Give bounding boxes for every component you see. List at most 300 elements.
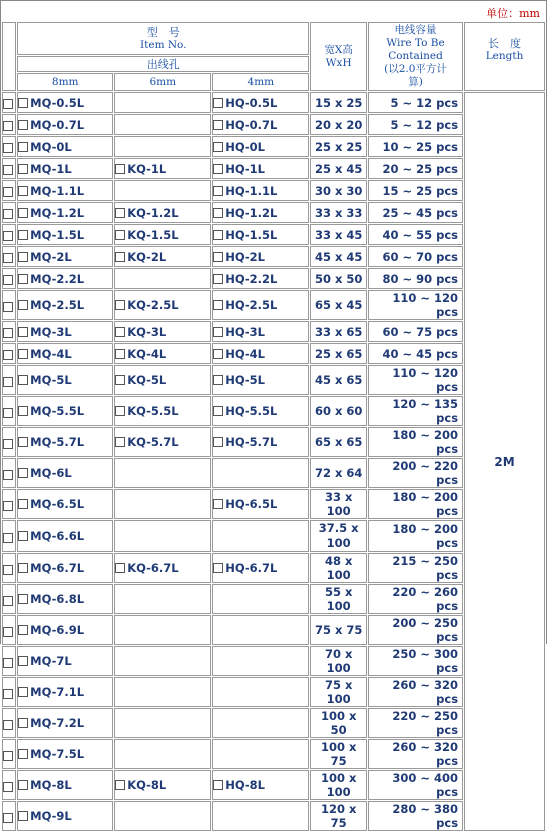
model-checkbox[interactable] [115, 164, 125, 174]
model-code: MQ-6.7L [30, 561, 85, 575]
row-checkbox[interactable] [3, 231, 13, 241]
wire-capacity-cell: 220 ~ 250 pcs [368, 708, 463, 738]
hq-model-cell [212, 158, 309, 179]
model-code: KQ-5L [127, 373, 167, 387]
kq-model-cell [114, 268, 211, 289]
wire-capacity-cell: 40 ~ 55 pcs [368, 224, 463, 245]
kq-model-cell [114, 136, 211, 157]
model-checkbox[interactable] [18, 406, 28, 416]
model-checkbox[interactable] [18, 625, 28, 635]
model-code: MQ-5.7L [30, 435, 85, 449]
model-code: HQ-0.5L [225, 95, 278, 110]
size-cell: 33 x 45 [310, 224, 367, 245]
hq-model-cell [212, 396, 309, 426]
model-code: KQ-5.5L [127, 404, 179, 418]
row-select-cell [2, 290, 16, 320]
mq-model-cell [17, 290, 113, 320]
hq-model-cell [212, 770, 309, 800]
mq-model-cell [17, 615, 113, 645]
hq-model-cell [212, 92, 309, 113]
wire-capacity-cell: 5 ~ 12 pcs [368, 114, 463, 135]
model-checkbox[interactable] [18, 499, 28, 509]
size-cell: 45 x 65 [310, 365, 367, 395]
size-cell: 45 x 45 [310, 246, 367, 267]
model-checkbox[interactable] [213, 349, 223, 359]
unit-label: 单位：mm [486, 7, 540, 20]
mq-model-cell [17, 739, 113, 769]
kq-model-cell [114, 427, 211, 457]
model-checkbox[interactable] [213, 437, 223, 447]
row-checkbox[interactable] [3, 350, 13, 360]
hq-model-cell [212, 739, 309, 769]
model-checkbox[interactable] [213, 375, 223, 385]
model-checkbox[interactable] [18, 349, 28, 359]
model-code: HQ-2.5L [225, 298, 278, 312]
header-model [17, 22, 309, 55]
row-checkbox[interactable] [3, 121, 13, 131]
model-checkbox[interactable] [18, 656, 28, 666]
model-checkbox[interactable] [18, 687, 28, 697]
model-code: HQ-6.5L [225, 497, 278, 511]
model-code: HQ-5L [225, 373, 266, 387]
hq-model-cell [212, 136, 309, 157]
model-checkbox[interactable] [18, 437, 28, 447]
model-checkbox[interactable] [18, 718, 28, 728]
row-select-cell [2, 202, 16, 223]
model-checkbox[interactable] [18, 468, 28, 478]
model-checkbox[interactable] [18, 252, 28, 262]
model-code: KQ-2L [127, 249, 167, 264]
kq-model-cell [114, 180, 211, 201]
wire-capacity-cell: 40 ~ 45 pcs [368, 343, 463, 364]
row-checkbox[interactable] [3, 470, 13, 480]
kq-model-cell [114, 158, 211, 179]
model-code: KQ-2.5L [127, 298, 179, 312]
model-code: MQ-7.5L [30, 747, 85, 761]
kq-model-cell [114, 553, 211, 583]
model-code: MQ-8L [30, 778, 72, 792]
kq-model-cell [114, 92, 211, 113]
hq-model-cell [212, 489, 309, 519]
model-checkbox[interactable] [213, 98, 223, 108]
row-select-cell [2, 801, 16, 831]
model-checkbox[interactable] [213, 186, 223, 196]
row-select-cell [2, 136, 16, 157]
size-cell: 33 x 100 [310, 489, 367, 519]
mq-model-cell [17, 489, 113, 519]
size-cell: 72 x 64 [310, 458, 367, 488]
model-code: HQ-1.2L [225, 205, 278, 220]
row-select-cell [2, 677, 16, 707]
model-checkbox[interactable] [115, 780, 125, 790]
size-cell: 20 x 20 [310, 114, 367, 135]
model-code: MQ-2.5L [30, 298, 85, 312]
row-checkbox[interactable] [3, 565, 13, 575]
kq-model-cell [114, 677, 211, 707]
model-code: HQ-2L [225, 249, 266, 264]
row-checkbox[interactable] [3, 501, 13, 511]
hq-model-cell [212, 708, 309, 738]
row-select-cell [2, 396, 16, 426]
mq-model-cell [17, 801, 113, 831]
row-select-cell [2, 180, 16, 201]
mq-model-cell [17, 584, 113, 614]
row-checkbox[interactable] [3, 275, 13, 285]
model-code: HQ-3L [225, 324, 266, 339]
row-checkbox[interactable] [3, 187, 13, 197]
hq-model-cell [212, 343, 309, 364]
model-code: MQ-6.8L [30, 592, 85, 606]
kq-model-cell [114, 584, 211, 614]
model-checkbox[interactable] [115, 437, 125, 447]
wire-capacity-cell: 10 ~ 25 pcs [368, 136, 463, 157]
hq-model-cell [212, 427, 309, 457]
model-code: HQ-2.2L [225, 271, 278, 286]
wire-capacity-cell: 260 ~ 320 pcs [368, 677, 463, 707]
row-select-cell [2, 708, 16, 738]
model-checkbox[interactable] [18, 749, 28, 759]
model-code: MQ-7.2L [30, 716, 85, 730]
model-checkbox[interactable] [213, 406, 223, 416]
model-checkbox[interactable] [18, 98, 28, 108]
header-checkbox-col [2, 22, 16, 91]
mq-model-cell [17, 202, 113, 223]
mq-model-cell [17, 677, 113, 707]
wire-capacity-cell: 80 ~ 90 pcs [368, 268, 463, 289]
header-col-6mm: 6mm [114, 73, 211, 91]
row-checkbox[interactable] [3, 751, 13, 761]
row-select-cell [2, 114, 16, 135]
kq-model-cell [114, 458, 211, 488]
model-checkbox[interactable] [18, 208, 28, 218]
model-code: MQ-4L [30, 346, 72, 361]
wire-capacity-cell: 180 ~ 200 pcs [368, 427, 463, 457]
model-checkbox[interactable] [115, 375, 125, 385]
model-code: HQ-1.1L [225, 183, 278, 198]
kq-model-cell [114, 114, 211, 135]
row-checkbox[interactable] [3, 408, 13, 418]
mq-model-cell [17, 158, 113, 179]
model-checkbox[interactable] [213, 120, 223, 130]
model-checkbox[interactable] [213, 563, 223, 573]
wire-capacity-cell: 260 ~ 320 pcs [368, 739, 463, 769]
row-select-cell [2, 520, 16, 552]
header-length [464, 22, 545, 91]
wire-capacity-cell: 120 ~ 135 pcs [368, 396, 463, 426]
size-cell: 60 x 60 [310, 396, 367, 426]
hq-model-cell [212, 224, 309, 245]
mq-model-cell [17, 553, 113, 583]
model-code: KQ-1L [127, 161, 167, 176]
model-checkbox[interactable] [213, 499, 223, 509]
model-code: KQ-8L [127, 778, 167, 792]
row-checkbox[interactable] [3, 782, 13, 792]
hq-model-cell [212, 246, 309, 267]
mq-model-cell [17, 646, 113, 676]
model-checkbox[interactable] [115, 208, 125, 218]
mq-model-cell [17, 365, 113, 395]
model-checkbox[interactable] [213, 142, 223, 152]
kq-model-cell [114, 396, 211, 426]
row-checkbox[interactable] [3, 439, 13, 449]
model-checkbox[interactable] [213, 208, 223, 218]
size-cell: 55 x 100 [310, 584, 367, 614]
mq-model-cell [17, 268, 113, 289]
model-code: HQ-0L [225, 139, 266, 154]
model-checkbox[interactable] [18, 164, 28, 174]
row-checkbox[interactable] [3, 165, 13, 175]
row-checkbox[interactable] [3, 658, 13, 668]
model-checkbox[interactable] [18, 811, 28, 821]
model-checkbox[interactable] [213, 327, 223, 337]
model-code: KQ-1.5L [127, 227, 179, 242]
header-wire-en1: Wire To Be [386, 37, 445, 49]
row-select-cell [2, 224, 16, 245]
model-checkbox[interactable] [115, 230, 125, 240]
kq-model-cell [114, 520, 211, 552]
model-code: MQ-6.5L [30, 497, 85, 511]
hq-model-cell [212, 290, 309, 320]
spec-table-body [2, 92, 545, 831]
model-code: KQ-6.7L [127, 561, 179, 575]
model-code: HQ-5.7L [225, 435, 278, 449]
kq-model-cell [114, 770, 211, 800]
wire-capacity-cell: 60 ~ 70 pcs [368, 246, 463, 267]
mq-model-cell [17, 321, 113, 342]
model-code: MQ-0.7L [30, 117, 85, 132]
wire-capacity-cell: 5 ~ 12 pcs [368, 92, 463, 113]
model-checkbox[interactable] [18, 230, 28, 240]
kq-model-cell [114, 801, 211, 831]
row-select-cell [2, 553, 16, 583]
wire-capacity-cell: 60 ~ 75 pcs [368, 321, 463, 342]
mq-model-cell [17, 224, 113, 245]
size-cell: 120 x 75 [310, 801, 367, 831]
model-checkbox[interactable] [213, 300, 223, 310]
row-checkbox[interactable] [3, 813, 13, 823]
mq-model-cell [17, 708, 113, 738]
model-code: MQ-3L [30, 324, 72, 339]
wire-capacity-cell: 215 ~ 250 pcs [368, 553, 463, 583]
size-cell: 100 x 50 [310, 708, 367, 738]
row-select-cell [2, 584, 16, 614]
size-cell: 70 x 100 [310, 646, 367, 676]
model-checkbox[interactable] [115, 563, 125, 573]
size-cell: 100 x 75 [310, 739, 367, 769]
row-checkbox[interactable] [3, 253, 13, 263]
hq-model-cell [212, 677, 309, 707]
hq-model-cell [212, 365, 309, 395]
header-size-cn: 宽X高 [324, 43, 353, 56]
model-checkbox[interactable] [18, 531, 28, 541]
header-size-en: WxH [325, 56, 352, 69]
row-select-cell [2, 268, 16, 289]
model-code: HQ-5.5L [225, 404, 278, 418]
mq-model-cell [17, 396, 113, 426]
kq-model-cell [114, 343, 211, 364]
model-checkbox[interactable] [18, 563, 28, 573]
size-cell: 25 x 65 [310, 343, 367, 364]
wire-capacity-cell: 180 ~ 200 pcs [368, 520, 463, 552]
model-checkbox[interactable] [18, 120, 28, 130]
mq-model-cell [17, 136, 113, 157]
model-code: MQ-7.1L [30, 685, 85, 699]
model-code: HQ-1.5L [225, 227, 278, 242]
row-checkbox[interactable] [3, 209, 13, 219]
hq-model-cell [212, 801, 309, 831]
row-checkbox[interactable] [3, 302, 13, 312]
model-checkbox[interactable] [18, 780, 28, 790]
hq-model-cell [212, 646, 309, 676]
kq-model-cell [114, 202, 211, 223]
hq-model-cell [212, 615, 309, 645]
model-checkbox[interactable] [18, 375, 28, 385]
wire-capacity-cell: 25 ~ 45 pcs [368, 202, 463, 223]
model-checkbox[interactable] [213, 252, 223, 262]
hq-model-cell [212, 458, 309, 488]
hq-model-cell [212, 520, 309, 552]
model-checkbox[interactable] [18, 142, 28, 152]
model-code: MQ-0L [30, 139, 72, 154]
wire-capacity-cell: 200 ~ 220 pcs [368, 458, 463, 488]
model-code: MQ-0.5L [30, 95, 85, 110]
model-code: HQ-6.7L [225, 561, 278, 575]
model-checkbox[interactable] [18, 594, 28, 604]
model-checkbox[interactable] [115, 327, 125, 337]
model-checkbox[interactable] [115, 349, 125, 359]
row-checkbox[interactable] [3, 596, 13, 606]
model-code: HQ-1L [225, 161, 266, 176]
size-cell: 15 x 25 [310, 92, 367, 113]
kq-model-cell [114, 646, 211, 676]
wire-capacity-cell: 280 ~ 380 pcs [368, 801, 463, 831]
row-select-cell [2, 770, 16, 800]
mq-model-cell [17, 246, 113, 267]
mq-model-cell [17, 458, 113, 488]
header-wire-note1: (以2.0平方计 [384, 63, 447, 75]
size-cell: 50 x 50 [310, 268, 367, 289]
kq-model-cell [114, 615, 211, 645]
model-checkbox[interactable] [18, 186, 28, 196]
row-select-cell [2, 343, 16, 364]
kq-model-cell [114, 290, 211, 320]
hq-model-cell [212, 584, 309, 614]
wire-capacity-cell: 110 ~ 120 pcs [368, 290, 463, 320]
header-wire-cn: 电线容量 [394, 24, 437, 36]
header-wire [368, 22, 463, 91]
row-select-cell [2, 646, 16, 676]
row-select-cell [2, 489, 16, 519]
header-length-en: Length [485, 50, 524, 62]
row-checkbox[interactable] [3, 627, 13, 637]
size-cell: 33 x 33 [310, 202, 367, 223]
row-checkbox[interactable] [3, 143, 13, 153]
wire-capacity-cell: 250 ~ 300 pcs [368, 646, 463, 676]
size-cell: 65 x 45 [310, 290, 367, 320]
model-code: HQ-4L [225, 346, 266, 361]
row-select-cell [2, 739, 16, 769]
model-code: HQ-0.7L [225, 117, 278, 132]
row-select-cell [2, 365, 16, 395]
header-size [310, 22, 367, 91]
header-col-8mm: 8mm [17, 73, 113, 91]
size-cell: 33 x 65 [310, 321, 367, 342]
hq-model-cell [212, 553, 309, 583]
kq-model-cell [114, 321, 211, 342]
model-code: HQ-8L [225, 778, 266, 792]
mq-model-cell [17, 427, 113, 457]
mq-model-cell [17, 114, 113, 135]
hq-model-cell [212, 268, 309, 289]
model-checkbox[interactable] [18, 327, 28, 337]
model-code: MQ-1.1L [30, 183, 85, 198]
kq-model-cell [114, 246, 211, 267]
model-code: MQ-5.5L [30, 404, 85, 418]
header-wire-note2: 算) [408, 76, 423, 88]
length-cell: 2M [464, 92, 545, 831]
row-select-cell [2, 246, 16, 267]
model-code: MQ-7L [30, 654, 72, 668]
model-checkbox[interactable] [213, 164, 223, 174]
wire-capacity-cell: 180 ~ 200 pcs [368, 489, 463, 519]
row-checkbox[interactable] [3, 377, 13, 387]
header-wire-en2: Contained [388, 50, 443, 62]
model-checkbox[interactable] [115, 300, 125, 310]
row-select-cell [2, 92, 16, 113]
row-select-cell [2, 158, 16, 179]
size-cell: 75 x 100 [310, 677, 367, 707]
wire-capacity-cell: 220 ~ 260 pcs [368, 584, 463, 614]
size-cell: 65 x 65 [310, 427, 367, 457]
model-checkbox[interactable] [18, 300, 28, 310]
kq-model-cell [114, 365, 211, 395]
model-checkbox[interactable] [213, 780, 223, 790]
wire-capacity-cell: 110 ~ 120 pcs [368, 365, 463, 395]
row-checkbox[interactable] [3, 720, 13, 730]
model-code: MQ-6.6L [30, 529, 85, 543]
row-checkbox[interactable] [3, 689, 13, 699]
model-code: MQ-2.2L [30, 271, 85, 286]
row-checkbox[interactable] [3, 533, 13, 543]
model-checkbox[interactable] [115, 252, 125, 262]
wire-capacity-cell: 200 ~ 250 pcs [368, 615, 463, 645]
model-code: KQ-5.7L [127, 435, 179, 449]
size-cell: 100 x 100 [310, 770, 367, 800]
model-checkbox[interactable] [18, 274, 28, 284]
kq-model-cell [114, 489, 211, 519]
size-cell: 25 x 45 [310, 158, 367, 179]
model-checkbox[interactable] [213, 274, 223, 284]
table-row [2, 92, 545, 113]
row-checkbox[interactable] [3, 328, 13, 338]
model-code: KQ-3L [127, 324, 167, 339]
row-checkbox[interactable] [3, 99, 13, 109]
header-model-en: Item No. [139, 38, 187, 51]
row-select-cell [2, 458, 16, 488]
size-cell: 37.5 x 100 [310, 520, 367, 552]
row-select-cell [2, 321, 16, 342]
model-checkbox[interactable] [213, 230, 223, 240]
mq-model-cell [17, 520, 113, 552]
model-checkbox[interactable] [115, 406, 125, 416]
size-cell: 25 x 25 [310, 136, 367, 157]
header-length-cn: 长 度 [488, 37, 522, 50]
row-select-cell [2, 615, 16, 645]
header-col-4mm: 4mm [212, 73, 309, 91]
size-cell: 30 x 30 [310, 180, 367, 201]
spec-table [1, 21, 546, 832]
kq-model-cell [114, 708, 211, 738]
